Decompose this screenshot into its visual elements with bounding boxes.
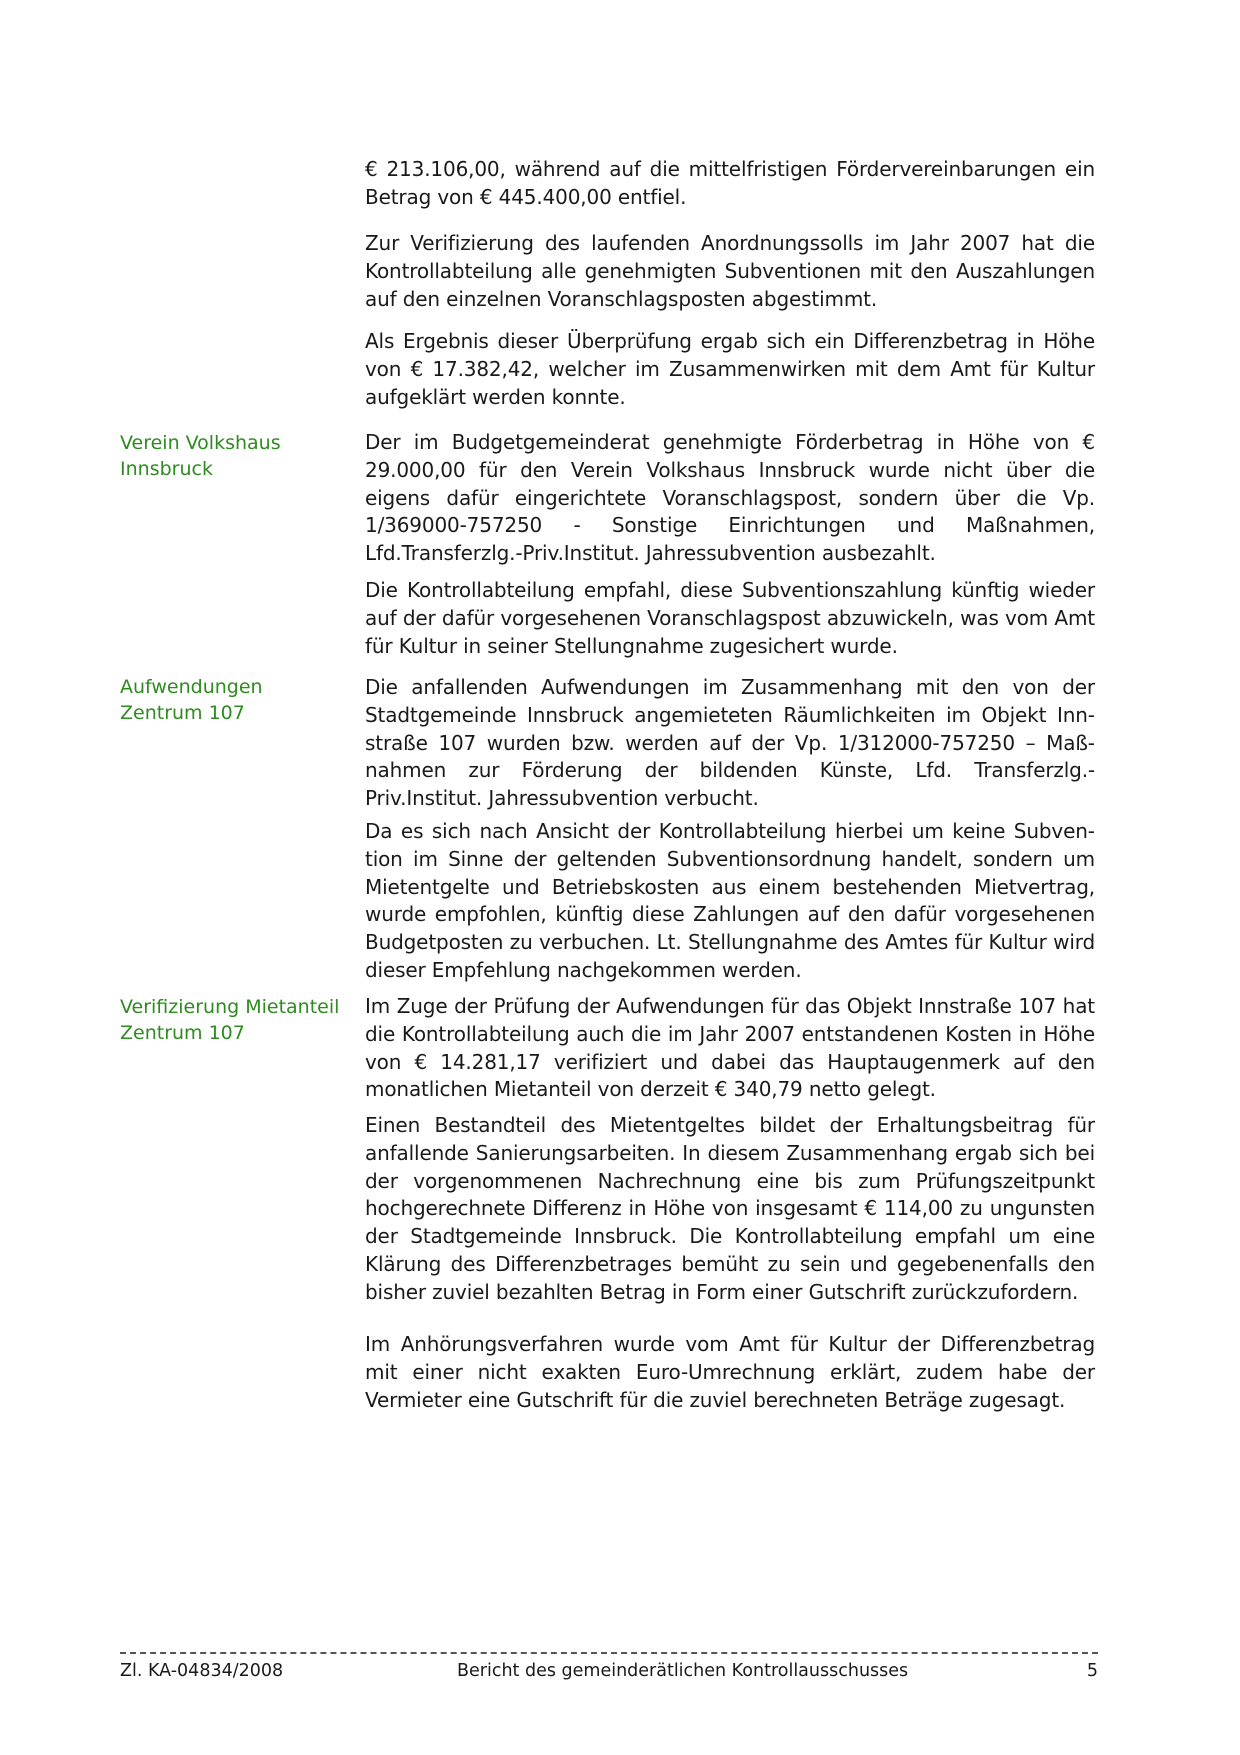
side-note-verein-volkshaus: Verein Volkshaus Innsbruck bbox=[120, 432, 281, 480]
side-note-aufwendungen-zentrum: Aufwendungen Zentrum 107 bbox=[120, 676, 263, 724]
paragraph-verein-volkshaus: Der im Budgetgemeinderat genehmigte Förderbetrag in Höhe von € 29.000,00 für den Verein Volkshaus Innsbruck wurde nicht über die eigens dafür eingerichtete Voranschlagspost, sondern über die Vp. 1/369000-757250 - Sonstige Einrichtungen und Maßnahmen, Lfd.Transferzlg.-Priv.Institut. Jahressubvention ausbezahlt. bbox=[365, 430, 1095, 566]
page-number: 5 bbox=[1086, 1661, 1098, 1681]
footer-title: Bericht des gemeinderätlichen Kontrollausschusses bbox=[457, 1661, 909, 1681]
paragraph-mietentgelte: Da es sich nach Ansicht der Kontrollabteilung hierbei um keine Subvention im Sinne der geltenden Subventionsordnung handelt, sondern um Mietentgelte und Betriebskosten aus einem bestehenden Mietvertrag, wurde empfohlen, künftig diese Zahlungen auf den dafür vorgesehenen Budgetposten zu verbuchen. Lt. Stellungnahme des Amtes für Kultur wird dieser Empfehlung nachgekommen werden. bbox=[365, 819, 1095, 982]
paragraph-carryover: € 213.106,00, während auf die mittelfristigen Fördervereinbarungen ein Betrag von € 445.400,00 entfiel. bbox=[365, 157, 1095, 209]
footer-divider bbox=[120, 1652, 1098, 1654]
side-note-verifizierung-mietanteil: Verifizierung Mietanteil Zentrum 107 bbox=[120, 996, 340, 1044]
paragraph-aufwendungen: Die anfallenden Aufwendungen im Zusammenhang mit den von der Stadtgemeinde Innsbruck angemieteten Räumlichkeiten im Objekt Innstraße 107 wurden bzw. werden auf der Vp. 1/312000-757250 – Maßnahmen zur Förderung der bildenden Künste, Lfd. Transferzlg.-Priv.Institut. Jahressubvention verbucht. bbox=[365, 675, 1095, 811]
footer-reference: Zl. KA-04834/2008 bbox=[120, 1661, 284, 1681]
paragraph-erhaltungsbeitrag: Einen Bestandteil des Mietentgeltes bildet der Erhaltungsbeitrag für anfallende Sanierungsarbeiten. In diesem Zusammenhang ergab sich bei der vorgenommenen Nachrechnung eine bis zum Prüfungszeitpunkt hochgerechnete Differenz in Höhe von insgesamt € 114,00 zu ungunsten der Stadtgemeinde Innsbruck. Die Kontrollabteilung empfahl um eine Klärung des Differenzbetrages bemüht zu sein und gegebenenfalls den bisher zuviel bezahlten Betrag in Form einer Gutschrift zurückzufordern. bbox=[365, 1113, 1095, 1304]
paragraph-anhoerungsverfahren: Im Anhörungsverfahren wurde vom Amt für Kultur der Differenzbetrag mit einer nicht exakten Euro-Umrechnung erklärt, zudem habe der Vermieter eine Gutschrift für die zuviel berechneten Beträge zugesagt. bbox=[365, 1332, 1095, 1412]
paragraph-verifizierung-anordnungssoll: Zur Verifizierung des laufenden Anordnungssolls im Jahr 2007 hat die Kontrollabteilung alle genehmigten Subventionen mit den Auszahlungen auf den einzelnen Voranschlagsposten abgestimmt. bbox=[365, 231, 1095, 311]
paragraph-empfehlung-voranschlagspost: Die Kontrollabteilung empfahl, diese Subventionszahlung künftig wieder auf der dafür vorgesehenen Voranschlagspost abzuwickeln, was vom Amt für Kultur in seiner Stellungnahme zugesichert wurde. bbox=[365, 578, 1095, 658]
paragraph-pruefung-innstrasse: Im Zuge der Prüfung der Aufwendungen für das Objekt Innstraße 107 hat die Kontrollabteilung auch die im Jahr 2007 entstandenen Kosten in Höhe von € 14.281,17 verifiziert und dabei das Hauptaugenmerk auf den monatlichen Mietanteil von derzeit € 340,79 netto gelegt. bbox=[365, 994, 1095, 1102]
paragraph-differenzbetrag: Als Ergebnis dieser Überprüfung ergab sich ein Differenzbetrag in Höhe von € 17.382,42, welcher im Zusammenwirken mit dem Amt für Kultur aufgeklärt werden konnte. bbox=[365, 329, 1095, 409]
